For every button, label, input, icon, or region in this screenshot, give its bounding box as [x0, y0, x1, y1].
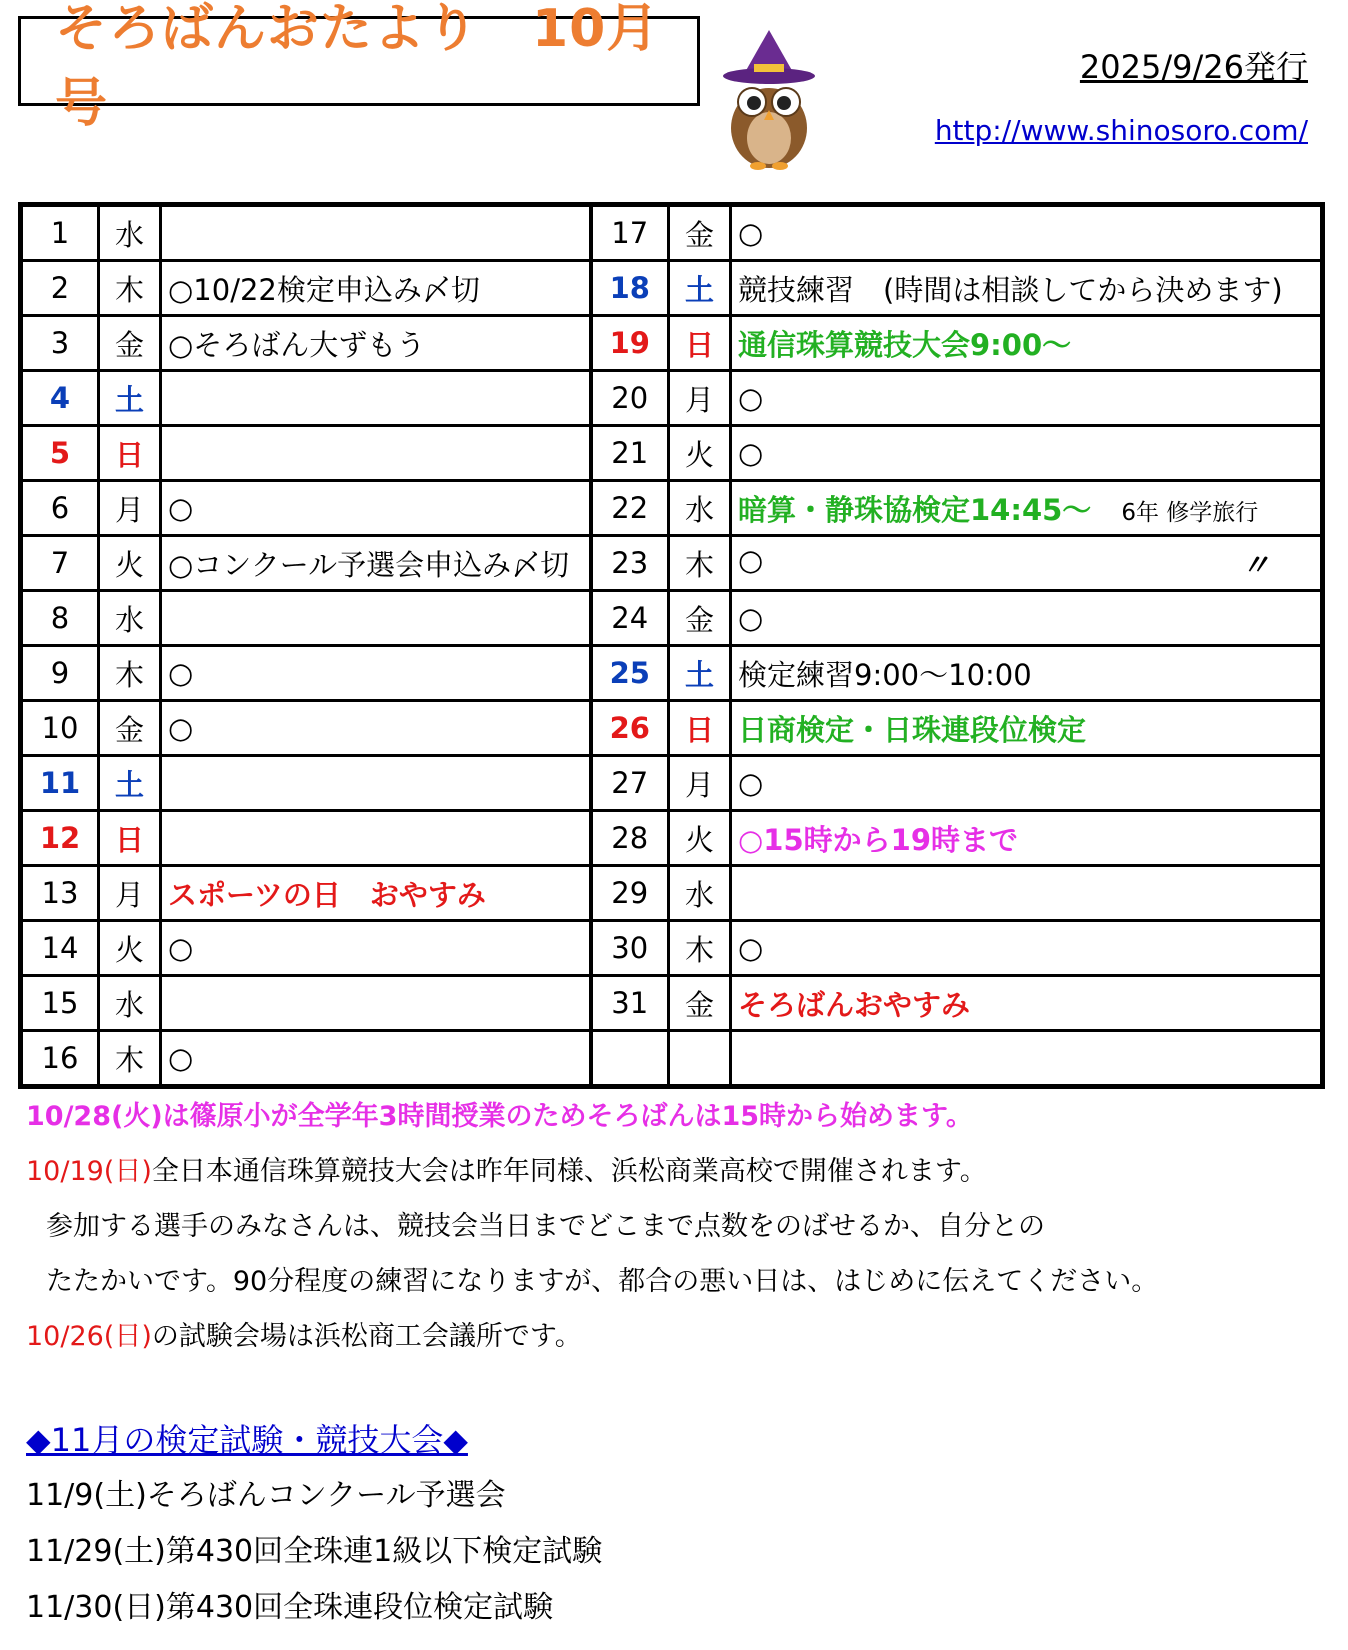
day-event: [731, 811, 1323, 866]
calendar-row: [21, 811, 1323, 866]
calendar-row: [21, 921, 1323, 976]
day-of-week: 月: [99, 481, 161, 536]
day-number: 26: [591, 701, 669, 756]
issue-date: 2025/9/26発行: [1079, 48, 1308, 86]
day-of-week: 木: [99, 646, 161, 701]
day-of-week: 木: [99, 1031, 161, 1087]
day-number: 28: [591, 811, 669, 866]
day-event: [161, 701, 591, 756]
day-of-week: 金: [669, 205, 731, 261]
day-event: [161, 1031, 591, 1087]
note-oct19-cont2: たたかいです。90分程度の練習になりますが、都合の悪い日は、はじめに伝えてください。: [46, 1266, 1159, 1297]
day-of-week: 水: [99, 976, 161, 1031]
day-event: [731, 426, 1323, 481]
day-number: 21: [591, 426, 669, 481]
note-oct19-date: 10/19(日): [26, 1156, 152, 1187]
day-of-week: 金: [99, 701, 161, 756]
day-event: [731, 261, 1323, 316]
day-number: 29: [591, 866, 669, 921]
day-number: 27: [591, 756, 669, 811]
day-event: [161, 756, 591, 811]
day-number: 5: [21, 426, 99, 481]
note-oct26: [26, 1312, 1326, 1367]
day-event: [161, 316, 591, 371]
day-event: [161, 921, 591, 976]
notes-section: [26, 1092, 1326, 1367]
day-number: 18: [591, 261, 669, 316]
event-text: ○: [168, 656, 194, 690]
event-text: ○: [738, 381, 764, 415]
day-of-week: [669, 1031, 731, 1087]
calendar-row: [21, 866, 1323, 921]
day-number: 13: [21, 866, 99, 921]
note-oct26-text: の試験会場は浜松商工会議所です。: [151, 1321, 582, 1352]
day-of-week: 土: [99, 756, 161, 811]
day-number: 12: [21, 811, 99, 866]
day-of-week: 金: [669, 976, 731, 1031]
day-event: [161, 646, 591, 701]
title-box: [18, 0, 700, 134]
day-event: [731, 976, 1323, 1031]
note-oct26-date: 10/26(日): [26, 1321, 152, 1352]
day-of-week: 月: [99, 866, 161, 921]
witch-owl-icon: [714, 30, 824, 170]
day-number: 11: [21, 756, 99, 811]
newsletter-title: そろばんおたより 10月号: [55, 0, 660, 134]
day-number: 25: [591, 646, 669, 701]
november-heading: ◆11月の検定試験・競技大会◆: [26, 1421, 468, 1459]
november-item: 11/30(日)第430回全珠連段位検定試験: [26, 1590, 554, 1625]
event-text: 検定練習9:00～10:00: [738, 657, 1032, 692]
day-event: [161, 261, 591, 316]
day-number: 22: [591, 481, 669, 536]
event-text: そろばんおやすみ: [738, 987, 971, 1022]
day-of-week: 水: [669, 866, 731, 921]
calendar-row: [21, 701, 1323, 756]
day-of-week: 火: [99, 921, 161, 976]
note-oct28: 10/28(火)は篠原小が全学年3時間授業のためそろばんは15時から始めます。: [26, 1101, 973, 1132]
day-of-week: 木: [99, 261, 161, 316]
note-oct19-cont1: 参加する選手のみなさんは、競技会当日までどこまで点数をのばせるか、自分との: [46, 1211, 1045, 1242]
event-text: ○: [738, 931, 764, 965]
day-event: [731, 756, 1323, 811]
november-item: 11/9(土)そろばんコンクール予選会: [26, 1478, 506, 1513]
day-number: 2: [21, 261, 99, 316]
day-of-week: 水: [669, 481, 731, 536]
day-event: [161, 371, 591, 426]
calendar-row: [21, 536, 1323, 591]
calendar-row: [21, 756, 1323, 811]
day-number: 1: [21, 205, 99, 261]
day-of-week: 木: [669, 536, 731, 591]
day-number: 4: [21, 371, 99, 426]
website-link[interactable]: http://www.shinosoro.com/: [934, 114, 1308, 147]
day-of-week: 水: [99, 205, 161, 261]
calendar-row: [21, 481, 1323, 536]
day-event: [731, 536, 1323, 591]
event-text: ○10/22検定申込み〆切: [168, 272, 480, 307]
day-event: [731, 921, 1323, 976]
day-of-week: 水: [99, 591, 161, 646]
event-text: ○コンクール予選会申込み〆切: [168, 547, 570, 582]
day-number: 6: [21, 481, 99, 536]
day-of-week: 日: [99, 426, 161, 481]
day-number: 8: [21, 591, 99, 646]
event-text: ○: [168, 931, 194, 965]
event-text: ○15時から19時まで: [738, 822, 1019, 857]
event-text: ○: [738, 542, 764, 577]
day-number: 10: [21, 701, 99, 756]
day-of-week: 火: [99, 536, 161, 591]
event-text: 競技練習 (時間は相談してから決めます): [738, 272, 1283, 307]
calendar-row: [21, 261, 1323, 316]
day-event: [731, 481, 1323, 536]
day-number: 20: [591, 371, 669, 426]
day-of-week: 金: [99, 316, 161, 371]
day-number: 7: [21, 536, 99, 591]
event-text: ○そろばん大ずもう: [168, 327, 426, 362]
day-event: [731, 371, 1323, 426]
calendar-row: [21, 591, 1323, 646]
event-text: ○: [738, 216, 764, 250]
day-event: [731, 205, 1323, 261]
day-event: [161, 426, 591, 481]
day-number: 24: [591, 591, 669, 646]
day-event: [161, 481, 591, 536]
day-number: 19: [591, 316, 669, 371]
event-text: ○: [738, 601, 764, 635]
day-number: 30: [591, 921, 669, 976]
day-event: [731, 701, 1323, 756]
november-item: 11/29(土)第430回全珠連1級以下検定試験: [26, 1534, 603, 1569]
calendar-row: [21, 1031, 1323, 1087]
day-event: [161, 205, 591, 261]
day-event: [731, 866, 1323, 921]
day-of-week: 日: [669, 701, 731, 756]
day-of-week: 木: [669, 921, 731, 976]
day-number: 17: [591, 205, 669, 261]
day-of-week: 火: [669, 811, 731, 866]
day-event: [161, 591, 591, 646]
event-text: ○: [168, 1041, 194, 1075]
day-number: 23: [591, 536, 669, 591]
day-number: [591, 1031, 669, 1087]
day-event: [731, 591, 1323, 646]
day-of-week: 火: [669, 426, 731, 481]
day-of-week: 土: [99, 371, 161, 426]
day-event: [161, 536, 591, 591]
note-oct19-text: 全日本通信珠算競技大会は昨年同様、浜松商業高校で開催されます。: [151, 1156, 987, 1187]
day-of-week: 金: [669, 591, 731, 646]
day-of-week: 日: [669, 316, 731, 371]
day-number: 15: [21, 976, 99, 1031]
day-number: 16: [21, 1031, 99, 1087]
calendar-row: [21, 205, 1323, 261]
calendar-row: [21, 316, 1323, 371]
day-event: [161, 866, 591, 921]
day-of-week: 土: [669, 261, 731, 316]
event-text: 暗算・静珠協検定14:45～: [738, 492, 1092, 527]
note-oct19: [26, 1147, 1326, 1202]
calendar-row: [21, 646, 1323, 701]
event-text: ○: [738, 436, 764, 470]
event-text: ○: [738, 766, 764, 800]
day-event: [731, 1031, 1323, 1087]
day-of-week: 月: [669, 756, 731, 811]
event-text: 日商検定・日珠連段位検定: [738, 712, 1087, 747]
day-number: 3: [21, 316, 99, 371]
day-of-week: 土: [669, 646, 731, 701]
event-text: 通信珠算競技大会9:00～: [738, 327, 1072, 362]
calendar-row: [21, 371, 1323, 426]
event-note: 〃: [1240, 547, 1270, 582]
day-number: 14: [21, 921, 99, 976]
day-number: 31: [591, 976, 669, 1031]
day-number: 9: [21, 646, 99, 701]
calendar-row: [21, 426, 1323, 481]
day-event: [161, 811, 591, 866]
day-event: [731, 646, 1323, 701]
event-text: ○: [168, 711, 194, 745]
event-note: 6年 修学旅行: [1121, 499, 1259, 526]
november-list: [26, 1468, 602, 1636]
event-text: ○: [168, 491, 194, 525]
calendar-row: [21, 976, 1323, 1031]
day-event: [731, 316, 1323, 371]
day-of-week: 月: [669, 371, 731, 426]
october-calendar: [18, 202, 1325, 1089]
day-of-week: 日: [99, 811, 161, 866]
day-event: [161, 976, 591, 1031]
event-text: スポーツの日 おやすみ: [168, 877, 486, 912]
